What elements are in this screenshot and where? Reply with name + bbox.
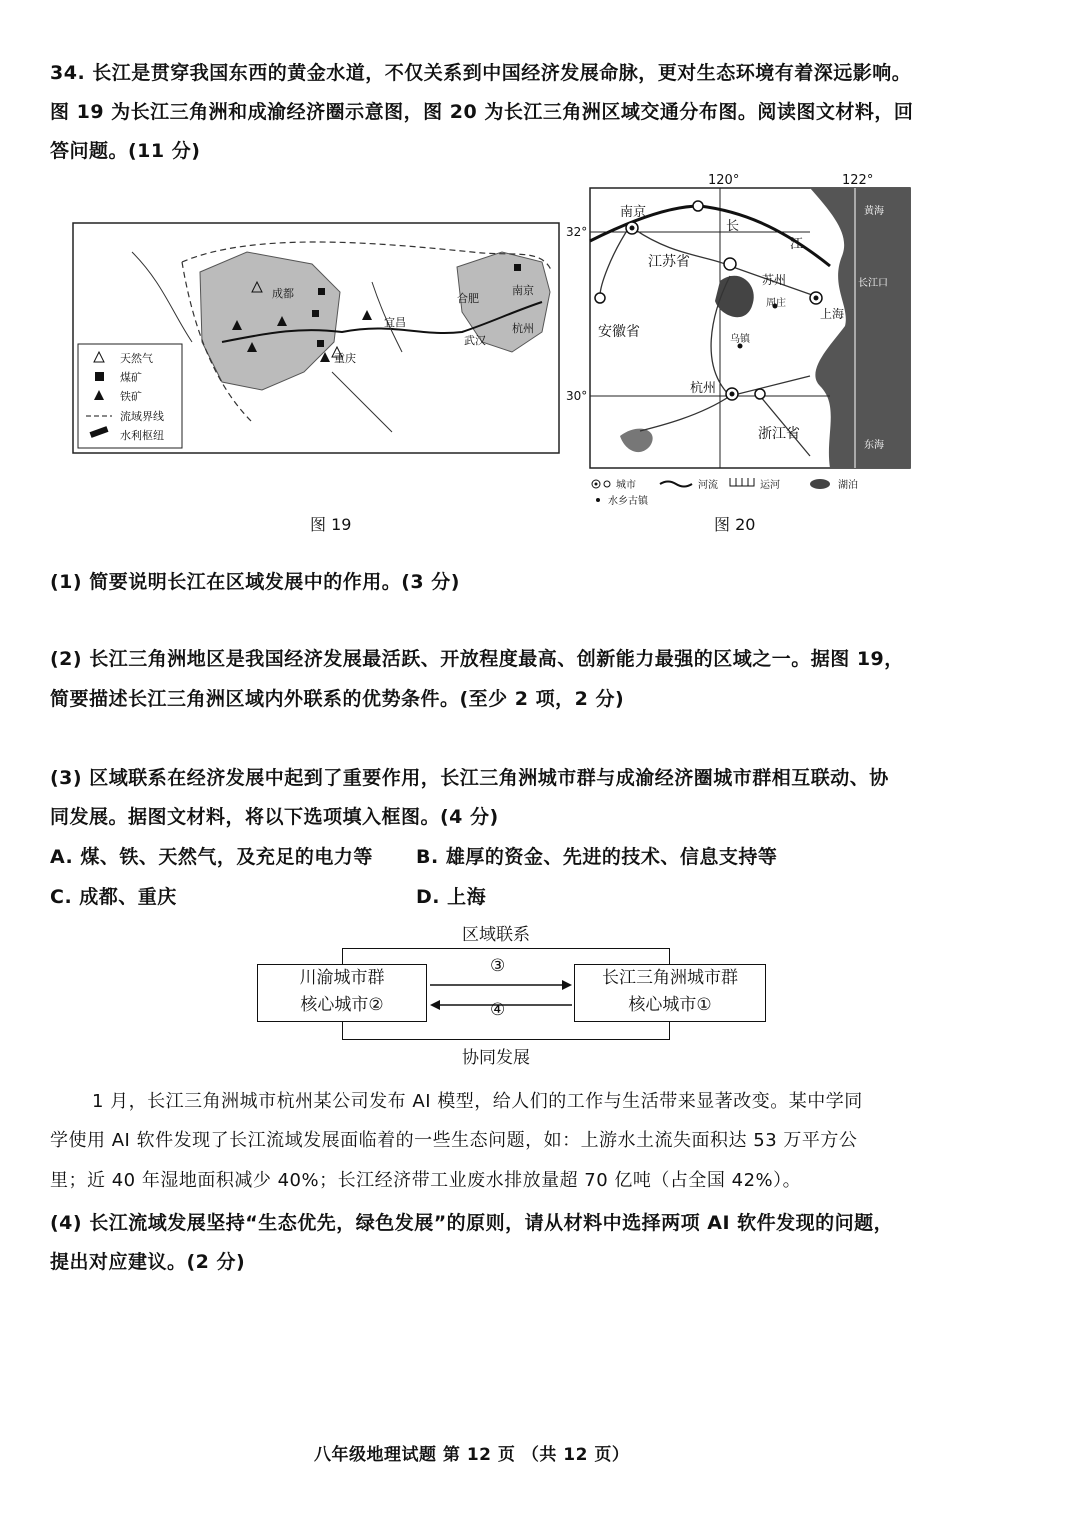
q3-option-a: A. 煤、铁、天然气，及充足的电力等 xyxy=(50,846,373,868)
question-line-3: 答问题。(11 分) xyxy=(50,140,201,162)
flow-left-line-2: 核心城市② xyxy=(300,995,384,1015)
svg-text:河流: 河流 xyxy=(698,480,718,491)
svg-text:成都: 成都 xyxy=(272,287,294,300)
material-line-1: 1 月，长江三角洲城市杭州某公司发布 AI 模型，给人们的工作与生活带来显著改变。某中学同 xyxy=(92,1091,863,1112)
legend-gas: 天然气 xyxy=(120,352,153,365)
lon-122: 122° xyxy=(842,173,874,188)
svg-text:周庄: 周庄 xyxy=(766,298,786,309)
flow-bottom-label: 协同发展 xyxy=(462,1048,530,1068)
svg-text:杭州: 杭州 xyxy=(512,322,534,335)
svg-text:江苏省: 江苏省 xyxy=(648,254,690,270)
flow-arrow-top-label: ③ xyxy=(490,956,506,976)
svg-text:重庆: 重庆 xyxy=(334,352,356,365)
svg-text:安徽省: 安徽省 xyxy=(598,324,640,340)
svg-text:南京: 南京 xyxy=(512,284,534,297)
legend-iron: 铁矿 xyxy=(120,390,142,403)
lat-32: 32° xyxy=(566,225,588,239)
q3-line-1: (3) 区域联系在经济发展中起到了重要作用，长江三角洲城市群与成渝经济圈城市群相互联动、协 xyxy=(50,767,889,789)
figure-20-map xyxy=(566,166,920,511)
q4-line-2: 提出对应建议。(2 分) xyxy=(50,1251,246,1273)
svg-text:武汉: 武汉 xyxy=(464,334,486,347)
flow-right-box xyxy=(574,964,766,1022)
lat-30: 30° xyxy=(566,389,588,403)
svg-text:宜昌: 宜昌 xyxy=(384,316,406,329)
q4-line-1: (4) 长江流域发展坚持“生态优先，绿色发展”的原则，请从材料中选择两项 AI 软件发现的问题， xyxy=(50,1212,894,1234)
svg-text:南京: 南京 xyxy=(620,205,647,220)
svg-text:黄海: 黄海 xyxy=(864,206,884,217)
svg-text:浙江省: 浙江省 xyxy=(758,426,800,442)
svg-text:乌镇: 乌镇 xyxy=(730,334,750,345)
svg-text:东海: 东海 xyxy=(864,440,884,451)
svg-text:城市: 城市 xyxy=(616,480,636,491)
flow-arrow-bottom-label: ④ xyxy=(490,1000,506,1020)
flow-right-line-1: 长江三角洲城市群 xyxy=(602,968,738,988)
svg-text:杭州: 杭州 xyxy=(690,381,717,396)
figure-20-caption: 图 20 xyxy=(714,515,756,534)
q3-line-2: 同发展。据图文材料，将以下选项填入框图。(4 分) xyxy=(50,806,499,828)
q3-option-c: C. 成都、重庆 xyxy=(50,886,177,908)
svg-text:上海: 上海 xyxy=(820,307,845,321)
lon-120: 120° xyxy=(708,173,740,188)
svg-text:江: 江 xyxy=(790,237,804,252)
q3-option-d: D. 上海 xyxy=(416,886,487,908)
legend-dam: 水利枢纽 xyxy=(120,429,164,442)
flow-left-line-1: 川渝城市群 xyxy=(299,968,385,988)
material-line-3: 里；近 40 年湿地面积减少 40%；长江经济带工业废水排放量超 70 亿吨（占全国 42%）。 xyxy=(50,1170,802,1191)
question-line-2: 图 19 为长江三角洲和成渝经济圈示意图，图 20 为长江三角洲区域交通分布图。阅读图文材料，回 xyxy=(50,101,914,123)
material-line-2: 学使用 AI 软件发现了长江流域发展面临着的一些生态问题，如：上游水土流失面积达 53 万平方公 xyxy=(50,1130,858,1151)
flow-right-line-2: 核心城市① xyxy=(628,995,712,1015)
question-line-1: 34. 长江是贯穿我国东西的黄金水道，不仅关系到中国经济发展命脉，更对生态环境有着深远影响。 xyxy=(50,62,912,84)
page-footer: 八年级地理试题 第 12 页 （共 12 页） xyxy=(314,1445,630,1465)
svg-text:苏州: 苏州 xyxy=(762,273,787,287)
q3-option-b: B. 雄厚的资金、先进的技术、信息支持等 xyxy=(416,846,778,868)
q2-line-1: (2) 长江三角洲地区是我国经济发展最活跃、开放程度最高、创新能力最强的区域之一。据图 19， xyxy=(50,648,904,670)
svg-text:运河: 运河 xyxy=(760,480,780,491)
svg-text:长: 长 xyxy=(726,219,740,234)
svg-text:湖泊: 湖泊 xyxy=(838,480,858,491)
svg-text:水乡古镇: 水乡古镇 xyxy=(608,496,648,507)
svg-text:合肥: 合肥 xyxy=(457,292,479,305)
svg-text:长江口: 长江口 xyxy=(858,278,888,289)
figure-19-map xyxy=(72,222,560,454)
figure-19-caption: 图 19 xyxy=(310,515,352,534)
q2-line-2: 简要描述长江三角洲区域内外联系的优势条件。(至少 2 项，2 分) xyxy=(50,688,625,710)
flow-left-box xyxy=(257,964,427,1022)
legend-boundary: 流域界线 xyxy=(120,410,164,423)
legend-coal: 煤矿 xyxy=(120,371,142,384)
flow-top-label: 区域联系 xyxy=(462,925,530,945)
q1-text: (1) 简要说明长江在区域发展中的作用。(3 分) xyxy=(50,571,460,593)
